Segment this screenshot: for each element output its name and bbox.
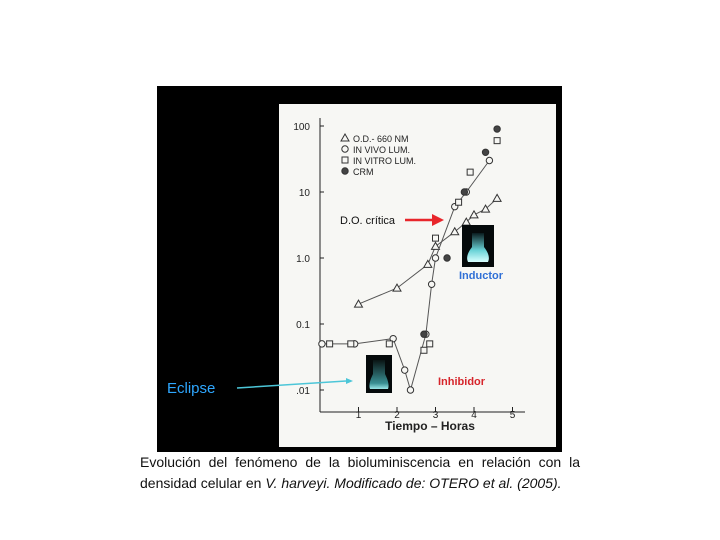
caption-main: Evolución del fenómeno de la bioluminiscencia en relación con la densidad celular en bbox=[140, 454, 580, 491]
caption-species: V. harveyi. bbox=[265, 475, 331, 491]
data-point bbox=[433, 235, 439, 241]
x-axis-label: Tiempo – Horas bbox=[385, 419, 475, 433]
data-point bbox=[402, 367, 408, 373]
data-point bbox=[470, 211, 478, 218]
legend-label: O.D.- 660 NM bbox=[353, 134, 409, 144]
eclipse-pointer-arrowhead bbox=[346, 378, 353, 384]
data-point bbox=[467, 169, 473, 175]
x-tick-label: 5 bbox=[509, 410, 516, 421]
data-point bbox=[456, 199, 462, 205]
data-point bbox=[444, 255, 450, 261]
data-point bbox=[348, 341, 354, 347]
caption-source: Modificado de: OTERO et al. (2005). bbox=[330, 475, 562, 491]
data-point bbox=[407, 387, 413, 393]
eclipse-pointer-line bbox=[237, 381, 346, 388]
x-tick-label: 1 bbox=[355, 410, 362, 421]
x-tick-label: 2 bbox=[394, 410, 400, 421]
data-point bbox=[432, 242, 440, 249]
legend-label: IN VIVO LUM. bbox=[353, 145, 411, 155]
y-tick-label: 100 bbox=[293, 122, 310, 133]
data-point bbox=[393, 284, 401, 291]
y-tick-label: .01 bbox=[296, 386, 310, 397]
data-point bbox=[421, 347, 427, 353]
data-point bbox=[355, 300, 363, 307]
data-point bbox=[482, 149, 488, 155]
data-point bbox=[421, 331, 427, 337]
inhibidor-tube-image bbox=[366, 355, 392, 393]
y-ticks bbox=[293, 122, 324, 397]
data-point bbox=[424, 260, 432, 267]
eclipse-label: Eclipse bbox=[167, 380, 216, 397]
y-tick-label: 0.1 bbox=[296, 320, 310, 331]
legend-marker bbox=[341, 134, 349, 141]
data-point bbox=[461, 189, 467, 195]
x-tick-label: 3 bbox=[432, 410, 439, 421]
data-point bbox=[494, 126, 500, 132]
do-critica-arrowhead bbox=[432, 214, 444, 226]
legend-marker bbox=[342, 157, 348, 163]
figure-caption bbox=[140, 452, 580, 494]
data-point bbox=[319, 341, 325, 347]
data-point bbox=[428, 281, 434, 287]
inductor-tube-image bbox=[462, 225, 494, 267]
data-point bbox=[494, 138, 500, 144]
annotation-do-critica: D.O. crítica bbox=[340, 215, 396, 227]
data-point bbox=[486, 157, 492, 163]
x-tick-label: 4 bbox=[471, 410, 477, 421]
y-tick-label: 1.0 bbox=[296, 254, 310, 265]
annotation-inhibidor: Inhibidor bbox=[438, 376, 486, 388]
annotation-inductor: Inductor bbox=[459, 270, 503, 282]
data-point bbox=[327, 341, 333, 347]
legend-marker bbox=[342, 168, 348, 174]
legend-label: IN VITRO LUM. bbox=[353, 156, 417, 166]
y-tick-label: 10 bbox=[298, 188, 310, 199]
data-point bbox=[493, 194, 501, 201]
legend-label: CRM bbox=[353, 167, 374, 177]
legend-marker bbox=[342, 146, 348, 152]
legend bbox=[341, 134, 416, 177]
data-point bbox=[432, 255, 438, 261]
data-point bbox=[427, 341, 433, 347]
data-point bbox=[386, 341, 392, 347]
